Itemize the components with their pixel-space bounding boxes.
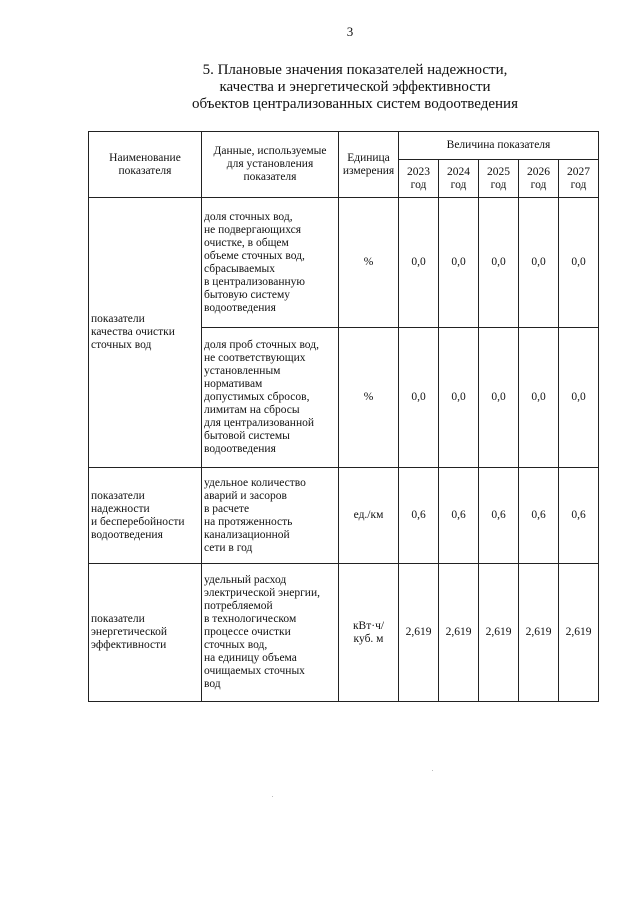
indicator-name: показатели качества очистки сточных вод <box>89 198 202 468</box>
header-year: 2025 год <box>479 160 519 198</box>
indicator-value: 0,0 <box>559 198 599 328</box>
indicator-value: 0,0 <box>399 328 439 468</box>
indicator-value: 2,619 <box>399 564 439 702</box>
header-year: 2026 год <box>519 160 559 198</box>
table-row <box>89 564 599 702</box>
indicator-name: показатели энергетической эффективности <box>89 564 202 702</box>
indicator-data: доля проб сточных вод, не соответствующих установленным нормативам допустимых сбросов, лимитам на сбросы для централизованной бытовой системы водоотведения <box>202 328 339 468</box>
indicators-table <box>88 131 599 702</box>
header-value: Величина показателя <box>399 132 599 160</box>
indicator-value: 0,0 <box>519 328 559 468</box>
indicator-data: удельное количество аварий и засоров в расчете на протяженность канализационной сети в год <box>202 468 339 564</box>
page-number: 3 <box>346 24 354 39</box>
indicator-value: 0,0 <box>439 328 479 468</box>
title-line: объектов централизованных систем водоотведения <box>191 96 518 112</box>
indicator-value: 2,619 <box>559 564 599 702</box>
table-row <box>89 468 599 564</box>
indicator-value: 0,0 <box>439 198 479 328</box>
indicator-value: 2,619 <box>479 564 519 702</box>
indicator-unit: % <box>339 198 399 328</box>
indicator-unit: % <box>339 328 399 468</box>
indicator-unit: ед./км <box>339 468 399 564</box>
header-data: Данные, используемые для установления показателя <box>202 132 339 198</box>
indicator-value: 0,0 <box>399 198 439 328</box>
indicator-value: 2,619 <box>519 564 559 702</box>
indicator-name: показатели надежности и бесперебойности водоотведения <box>89 468 202 564</box>
indicator-value: 0,0 <box>479 328 519 468</box>
indicator-value: 2,619 <box>439 564 479 702</box>
table-row <box>89 198 599 328</box>
title-line: 5. Плановые значения показателей надежности, <box>202 62 508 78</box>
title-line: качества и энергетической эффективности <box>219 79 491 95</box>
indicator-value: 0,6 <box>519 468 559 564</box>
header-year: 2024 год <box>439 160 479 198</box>
header-year: 2027 год <box>559 160 599 198</box>
indicator-data: удельный расход электрической энергии, потребляемой в технологическом процессе очистки сточных вод, на единицу объема очищаемых сточных вод <box>202 564 339 702</box>
indicator-value: 0,0 <box>479 198 519 328</box>
indicator-unit: кВт·ч/ куб. м <box>339 564 399 702</box>
scan-speck <box>432 770 433 771</box>
indicator-value: 0,6 <box>399 468 439 564</box>
header-unit: Единица измерения <box>339 132 399 198</box>
header-year: 2023 год <box>399 160 439 198</box>
indicator-value: 0,6 <box>479 468 519 564</box>
scan-speck <box>272 796 273 797</box>
section-title <box>150 62 560 113</box>
header-name: Наименование показателя <box>89 132 202 198</box>
indicator-value: 0,0 <box>519 198 559 328</box>
indicator-value: 0,0 <box>559 328 599 468</box>
indicator-value: 0,6 <box>439 468 479 564</box>
header-row <box>89 132 599 160</box>
indicator-value: 0,6 <box>559 468 599 564</box>
indicator-data: доля сточных вод, не подвергающихся очистке, в общем объеме сточных вод, сбрасываемых в централизованную бытовую систему водоотведения <box>202 198 339 328</box>
